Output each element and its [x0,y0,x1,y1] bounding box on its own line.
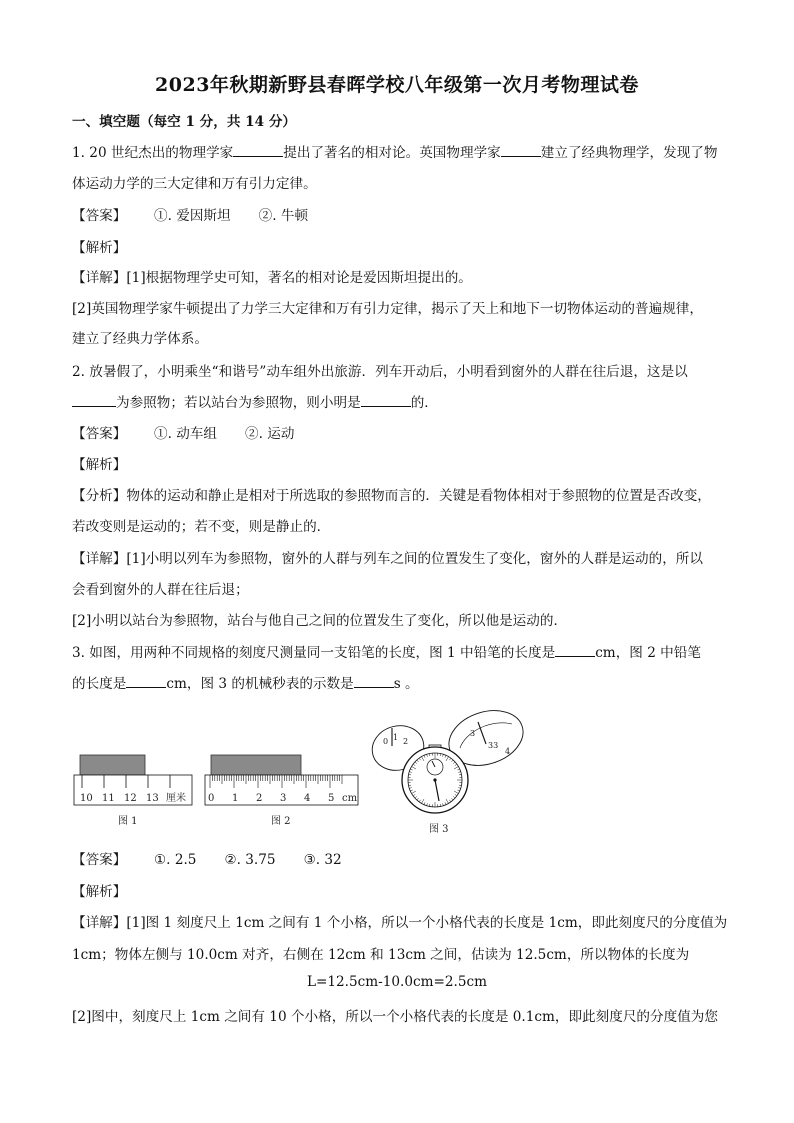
ruler-1-tick-label: 12 [124,793,137,804]
detail-label: 【详解】 [72,915,127,931]
q3-detail-1a-text: [1]图 1 刻度尺上 1cm 之间有 1 个小格，所以一个小格代表的长度是 1cm，即此刻度尺的分度值为 [126,915,728,931]
second-tick-label: 33 [488,741,499,750]
q3-blank-2 [126,675,166,688]
answer-label: 【答案】 [72,208,127,224]
minute-tick-label: 2 [403,737,409,746]
q2-detail-2: [2]小明以站台为参照物，站台与他自己之间的位置发生了变化，所以他是运动的． [72,613,568,629]
q1-text-part2: 提出了著名的相对论。英国物理学家 [283,145,501,161]
q2-line2 [72,391,732,411]
q1-blank-1 [233,144,283,157]
q1-detail-1 [72,266,732,286]
q3-answer-2: ②. 3.75 [224,852,276,868]
ruler-2-unit: cm [342,793,358,804]
minute-tick-label: 0 [383,737,389,746]
q2-detail-1b: 会看到窗外的人群在往后退； [72,582,249,598]
second-tick-label: 4 [505,747,511,756]
second-tick-label: 3 [470,729,476,738]
q3-formula: L=12.5cm-10.0cm=2.5cm [306,974,488,990]
q1-answer-2: ②. 牛顿 [258,208,309,224]
q2-answer [72,422,732,442]
q2-text-2b: 的． [410,395,438,411]
q1-blank-2 [501,144,541,157]
ruler-2-tick-label: 3 [280,793,287,804]
q1-text-part3: 建立了经典物理学，发现了物 [540,145,718,161]
q3-text-2b: cm，图 3 的机械秒表的示数是 [166,676,354,692]
q1-answer [72,204,732,224]
q3-text-1a: 3. 如图，用两种不同规格的刻度尺测量同一支铅笔的长度，图 1 中铅笔的长度是 [72,645,556,661]
answer-label: 【答案】 [72,852,127,868]
q2-answer-1: ①. 动车组 [154,426,218,442]
q1-detail-1-text: [1]根据物理学史可知，著名的相对论是爱因斯坦提出的。 [126,270,472,286]
q1-line2: 体运动力学的三大定律和万有引力定律。 [72,176,317,192]
q2-detail-1a-text: [1]小明以列车为参照物，窗外的人群与列车之间的位置发生了变化，窗外的人群是运动的，所以 [126,551,703,567]
q3-detail-1a [72,911,732,931]
q3-blank-3 [354,675,394,688]
q2-blank-1 [72,394,116,407]
q1-analysis-label: 【解析】 [72,240,127,256]
detail-label: 【详解】 [72,551,127,567]
pencil-2 [211,755,301,775]
answer-label: 【答案】 [72,426,127,442]
q3-analysis-label: 【解析】 [72,884,127,900]
q1-line1 [72,141,732,161]
q2-answer-2: ②. 运动 [245,426,295,442]
q3-detail-2a-end: 您 [704,1009,718,1025]
detail-label: 【详解】 [72,270,127,286]
q2-fenxi-1-text: 物体的运动和静止是相对于所选取的参照物而言的．关键是看物体相对于参照物的位置是否改变， [126,488,711,504]
ruler-1-tick-label: 11 [102,793,115,804]
q2-blank-2 [361,394,411,407]
q3-answer [72,848,732,868]
q3-figures [0,700,794,840]
q2-text-2a: 为参照物；若以站台为参照物，则小明是 [116,395,361,411]
q3-blank-1 [555,644,595,657]
q3-answer-1: ①. 2.5 [154,852,197,868]
ruler-1-tick-label: 10 [80,793,93,804]
fenxi-label: 【分析】 [72,488,127,504]
q2-analysis-label: 【解析】 [72,457,127,473]
ruler-2-tick-label: 1 [232,793,239,804]
q3-detail-2a-text: [2]图中，刻度尺上 1cm 之间有 10 个小格，所以一个小格代表的长度是 0.1cm，即此刻度尺的分度值为 [72,1009,705,1025]
q3-line2 [72,672,732,692]
figure-1-ruler [74,755,192,827]
q1-text-part1: 1. 20 世纪杰出的物理学家 [72,145,234,161]
q3-detail-2a [72,1005,732,1025]
section-heading: 一、填空题（每空 1 分，共 14 分） [72,114,297,130]
q3-text-2c: s 。 [393,676,419,692]
figure-3-caption: 图 3 [429,824,449,835]
q2-fenxi-1 [72,484,732,504]
q2-line1: 2. 放暑假了，小明乘坐“和谐号”动车组外出旅游．列车开动后，小明看到窗外的人群在往后退，这是以 [72,364,688,380]
q3-line1 [72,641,732,661]
ruler-2-tick-label: 0 [208,793,215,804]
pencil-1 [80,755,145,775]
ruler-1-tick-label: 13 [146,793,159,804]
figure-2-caption: 图 2 [271,816,291,827]
q1-detail-2b: 建立了经典力学体系。 [72,331,208,347]
stopwatch-pivot [433,778,436,781]
q2-detail-1a [72,547,732,567]
q3-answer-3: ③. 32 [303,852,342,868]
ruler-1-unit: 厘米 [166,793,186,804]
q3-text-1b: cm，图 2 中铅笔 [595,645,701,661]
figure-2-ruler [205,755,358,827]
ruler-2-tick-label: 5 [328,793,335,804]
ruler-2-tick-label: 4 [304,793,311,804]
page-title: 2023年秋期新野县春晖学校八年级第一次月考物理试卷 [155,74,639,96]
figure-1-caption: 图 1 [118,816,138,827]
q1-answer-1: ①. 爱因斯坦 [154,208,231,224]
q3-detail-1b: 1cm；物体左侧与 10.0cm 对齐，右侧在 12cm 和 13cm 之间，估读为 12.5cm，所以物体的长度为 [72,947,690,963]
figure-3-stopwatch [367,702,530,835]
q2-fenxi-2: 若改变则是运动的；若不变，则是静止的． [72,519,331,535]
minute-tick-label: 1 [393,733,399,742]
q3-text-2a: 的长度是 [72,676,127,692]
q1-detail-2a: [2]英国物理学家牛顿提出了力学三大定律和万有引力定律，揭示了天上和地下一切物体运动的普遍规律， [72,301,703,317]
ruler-2-tick-label: 2 [256,793,263,804]
